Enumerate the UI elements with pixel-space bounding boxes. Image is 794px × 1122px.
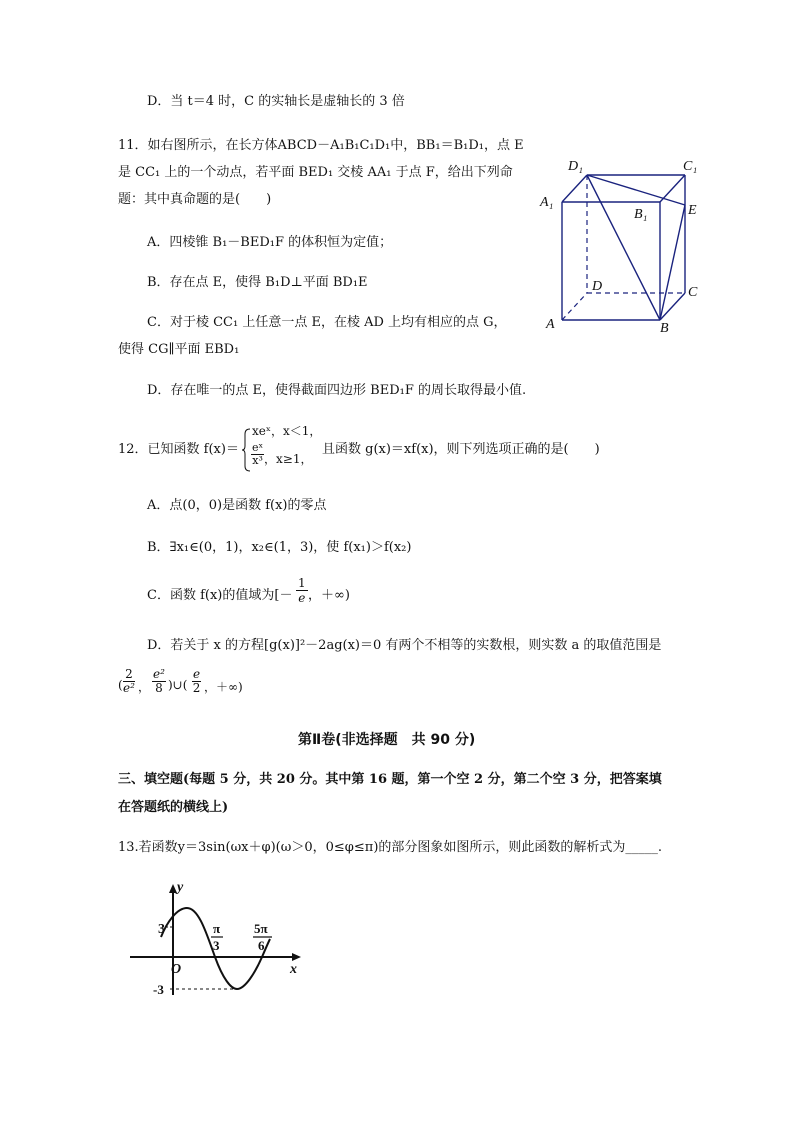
label-c1: C₁ xyxy=(683,159,698,174)
q13-sine-graph xyxy=(125,877,310,1002)
label-a: A xyxy=(546,317,555,332)
graph-tick-3: 3 xyxy=(158,922,165,937)
q12-lead: 12．已知函数 f(x)＝ xyxy=(118,442,239,457)
q12-d-frac2: e² 8 xyxy=(153,667,165,695)
q12-option-a: A．点(0，0)是函数 f(x)的零点 xyxy=(147,498,327,513)
q12-d-frac3: e 2 xyxy=(192,667,201,695)
label-d: D xyxy=(592,279,603,294)
q12-case2-fraction xyxy=(251,442,264,467)
q11-stem-line2: 是 CC₁ 上的一个动点，若平面 BED₁ 交棱 AA₁ 于点 F，给出下列命 xyxy=(118,165,513,180)
q12-case1: xeˣ，x＜1， xyxy=(252,424,322,438)
q11-option-a: A．四棱锥 B₁－BED₁F 的体积恒为定值； xyxy=(147,235,393,250)
q11-option-b: B．存在点 E，使得 B₁D⊥平面 BD₁E xyxy=(147,275,368,290)
graph-tick-5pi-over-6-den: 6 xyxy=(258,938,265,953)
graph-y-label: y xyxy=(177,880,184,895)
q13-stem: 13.若函数y＝3sin(ωx＋φ)(ω＞0，0≤φ≤π)的部分图象如图所示，则此函数的解析式为_____. xyxy=(118,840,663,855)
q12-option-c-pre: C．函数 f(x)的值域为[－ xyxy=(147,588,293,603)
q12-option-c-num: 1 xyxy=(298,576,306,590)
label-d1: D₁ xyxy=(568,159,583,174)
graph-tick-pi-over-3-num: π xyxy=(213,921,221,936)
q12-option-c-post: ，＋∞) xyxy=(308,588,350,603)
q12-option-c-den: e xyxy=(298,591,306,605)
q11-option-d: D．存在唯一的点 E，使得截面四边形 BED₁F 的周长取得最小值. xyxy=(147,383,527,398)
section3-heading-line2: 在答题纸的横线上) xyxy=(118,800,229,815)
label-e: E xyxy=(688,203,697,218)
q11-option-c-line2: 使得 CG∥平面 EBD₁ xyxy=(118,342,240,357)
graph-origin-label: O xyxy=(171,962,182,977)
part2-title: 第Ⅱ卷(非选择题 共 90 分) xyxy=(298,732,476,748)
q12-case2-den: x³ xyxy=(252,454,263,467)
q11-stem-line1: 11．如右图所示，在长方体ABCD－A₁B₁C₁D₁中，BB₁＝B₁D₁，点 E xyxy=(118,138,524,153)
section3-heading-line1: 三、填空题(每题 5 分，共 20 分。其中第 16 题，第一个空 2 分，第二个空 3 分，把答案填 xyxy=(118,772,662,787)
q10-option-d: D．当 t＝4 时，C 的实轴长是虚轴长的 3 倍 xyxy=(147,94,405,109)
label-b: B xyxy=(660,321,669,336)
graph-tick-5pi-over-6-num: 5π xyxy=(254,921,268,936)
graph-x-label: x xyxy=(290,962,297,977)
label-c: C xyxy=(688,285,698,300)
q12-option-d-line1: D．若关于 x 的方程[g(x)]²－2ag(x)＝0 有两个不相等的实数根，则实数 a 的取值范围是 xyxy=(147,638,662,653)
label-b1: B₁ xyxy=(634,207,648,222)
q11-stem-line3: 题：其中真命题的是( ) xyxy=(118,192,272,207)
q12-case2-tail: ，x≥1， xyxy=(264,452,313,466)
cuboid-figure xyxy=(530,150,710,340)
label-a1: A₁ xyxy=(540,195,554,210)
q12-d-frac1: 2 e² xyxy=(123,667,135,695)
graph-tick-neg3: -3 xyxy=(153,982,164,997)
graph-tick-pi-over-3-den: 3 xyxy=(213,938,220,953)
q12-option-b: B．∃x₁∈(0，1)，x₂∈(1，3)，使 f(x₁)＞f(x₂) xyxy=(147,540,412,555)
q12-tail: 且函数 g(x)＝xf(x)，则下列选项正确的是( ) xyxy=(322,442,600,457)
q12-option-c-fraction xyxy=(296,576,308,605)
q11-option-c-line1: C．对于棱 CC₁ 上任意一点 E，在棱 AD 上均有相应的点 G， xyxy=(147,315,507,330)
q12-case2-num: eˣ xyxy=(252,441,264,454)
